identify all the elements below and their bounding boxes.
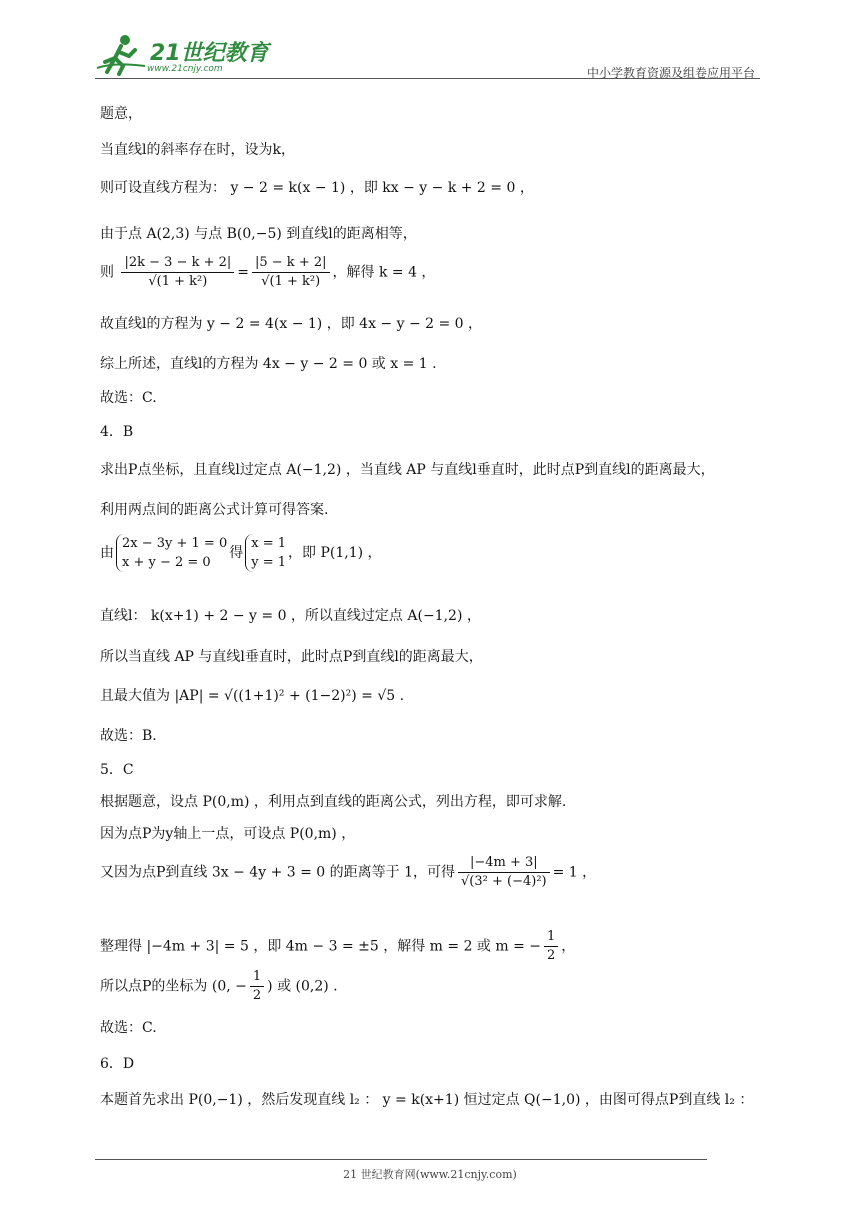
logo-url: www.21cnjy.com [147,64,223,74]
page-footer: 21 世纪教育网(www.21cnjy.com) [343,1168,517,1181]
fraction [252,254,330,291]
fraction-numerator: 1 [544,928,558,947]
text-line: 所以当直线 AP 与直线l垂直时，此时点P到直线l的距离最大， [100,649,483,665]
text-line: 且最大值为 |AP| = √((1+1)² + (1−2)²) = √5 . [100,688,405,704]
text-line: 直线l： k(x+1) + 2 − y = 0 ，所以直线过定点 A(−1,2) ， [100,608,481,624]
text-line: 题意， [100,106,142,122]
equation-system [245,534,286,572]
text-segment: ) 或 (0,2) . [267,978,338,995]
header-divider [95,78,760,79]
fraction [544,928,558,965]
system-row: x + y − 2 = 0 [122,555,211,570]
text-segment: 整理得 |−4m + 3| = 5 ，即 4m − 3 = ±5 ，解得 m = 2 或 m = − [100,938,542,955]
system-row: x = 1 [251,536,286,551]
distance-equation-2 [100,854,596,891]
fraction [121,254,234,291]
answer-number: 4．B [100,424,134,440]
fraction-numerator: |−4m + 3| [458,854,550,873]
text-line: 根据题意，设点 P(0,m) ，利用点到直线的距离公式，列出方程，即可求解. [100,794,567,810]
text-line: 利用两点间的距离公式计算可得答案. [100,502,329,518]
text-segment: 得 [229,545,244,561]
text-segment: ， [561,938,576,955]
distance-equation: 则 $\frac{|2k - 3 - k + 2|}{\text{√(1 + k²)}}$ = $\frac{|5 - k + 2|}{\text{√(1 + k²)}}$ ，解得 k = 4 ， [100,255,436,289]
page-header [95,30,755,80]
logo-text: 21世纪教育 [150,41,269,66]
text-line: 则可设直线方程为： y − 2 = k(x − 1) ，即 kx − y − k + 2 = 0 ， [100,180,534,196]
text-segment: ，解得 k = 4 ， [332,264,436,281]
text-segment: ，即 P(1,1) ， [288,545,382,561]
fraction-numerator: |5 − k + 2| [252,254,330,273]
text-line: 故直线l的方程为 y − 2 = 4(x − 1) ，即 4x − y − 2 = 0 ， [100,316,483,332]
text-segment: 又因为点P到直线 3x − 4y + 3 = 0 的距离等于 1，可得 [100,864,456,881]
text-line: 由于点 A(2,3) 与点 B(0,−5) 到直线l的距离相等， [100,226,417,242]
fraction-numerator: 1 [250,968,264,987]
system-row: 2x − 3y + 1 = 0 [122,536,228,551]
fraction-denominator: 2 [252,988,262,1003]
text-line: 综上所述，直线l的方程为 4x − y − 2 = 0 或 x = 1 . [100,356,437,372]
system-row: y = 1 [251,555,287,570]
fraction-denominator: √(1 + k²) [261,274,321,289]
footer-divider [95,1159,707,1160]
text-line: 本题首先求出 P(0,−1) ，然后发现直线 l₂ ： y = k(x+1) 恒过定点 Q(−1,0) ，由图可得点P到直线 l₂ ： [100,1092,754,1108]
text-segment: 则 [100,264,114,281]
fraction-denominator: √(1 + k²) [148,274,208,289]
fraction [250,968,264,1005]
runner-logo-icon [95,32,155,76]
answer-number: 6．D [100,1056,135,1072]
text-line: 求出P点坐标，且直线l过定点 A(−1,2) ，当直线 AP 与直线l垂直时，此时点P到直线l的距离最大， [100,462,715,478]
header-platform-name: 中小学教育资源及组卷应用平台 [586,66,755,80]
coordinate-line [100,968,338,1005]
text-segment: 所以点P的坐标为 (0, − [100,978,247,995]
text-line: 因为点P为y轴上一点，可设点 P(0,m) ， [100,826,356,842]
fraction-denominator: √(3² + (−4)²) [461,874,547,889]
equation-system [116,534,227,572]
fraction [458,854,550,891]
fraction-denominator: 2 [547,948,556,963]
answer-number: 5．C [100,762,134,778]
text-line: 故选：C. [100,1020,157,1036]
fraction-numerator: |2k − 3 − k + 2| [121,254,234,273]
text-line: 故选：C. [100,390,157,406]
solve-line [100,928,575,965]
site-logo [95,32,295,76]
text-line: 故选：B. [100,728,157,744]
system-equation [100,534,382,572]
text-line: 当直线l的斜率存在时，设为k， [100,142,295,158]
text-segment: = 1 ， [552,864,597,881]
text-segment: 由 [100,545,114,561]
